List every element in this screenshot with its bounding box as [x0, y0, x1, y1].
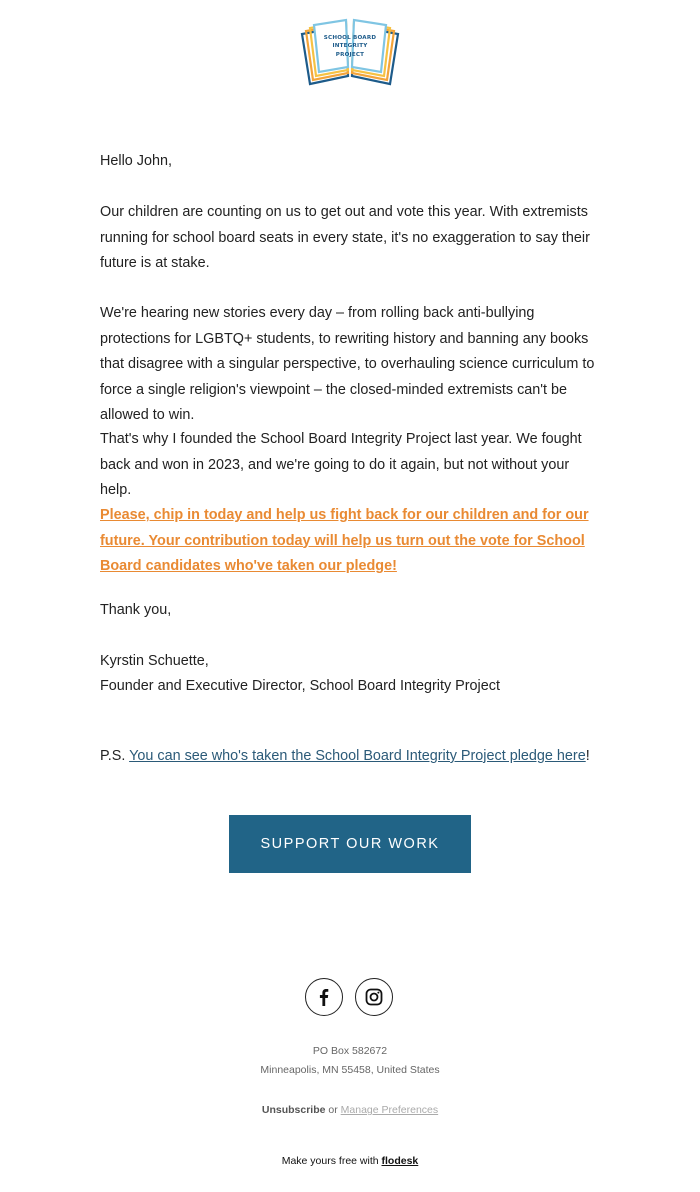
paragraph-2: We're hearing new stories every day – from rolling back anti-bullying protections for LGBTQ+ students, to rewriting history and banning any books that disagree with a singular perspective, to overhauling science curriculum to force a single religion's viewpoint – the closed-minded extremists can't be allowed to win. — [100, 305, 595, 423]
preferences-line — [0, 1104, 700, 1116]
logo-line-3: PROJECT — [335, 51, 365, 58]
cta-paragraph — [100, 503, 600, 580]
paragraph-1: Our children are counting on us to get out and vote this year. With extremists running for school board seats in every state, it's no exaggeration to say their future is at stake. — [100, 204, 590, 271]
signer-title: Founder and Executive Director, School Board Integrity Project — [100, 678, 500, 694]
greeting: Hello John, — [100, 153, 172, 169]
logo-line-2: INTEGRITY — [332, 43, 368, 50]
facebook-link[interactable] — [305, 978, 343, 1016]
address-line-1: PO Box 582672 — [312, 1045, 388, 1057]
or-text: or — [328, 1104, 338, 1116]
facebook-icon — [314, 987, 334, 1007]
flodesk-credit — [0, 1155, 700, 1167]
instagram-link[interactable] — [355, 978, 393, 1016]
donate-link[interactable]: Please, chip in today and help us fight back for our children and for our future. Your contribution today will help us turn out the vote for School Board candidates who've taken our pledge! — [100, 507, 589, 574]
ps-paragraph — [100, 744, 600, 770]
pledge-link[interactable]: You can see who's taken the School Board Integrity Project pledge here — [129, 748, 586, 764]
manage-preferences-link[interactable]: Manage Preferences — [340, 1104, 439, 1116]
address-line-2: Minneapolis, MN 55458, United States — [260, 1064, 440, 1076]
ps-prefix: P.S. — [100, 748, 126, 764]
signer-name: Kyrstin Schuette, — [100, 653, 209, 669]
logo-line-1: SCHOOL BOARD — [323, 35, 377, 41]
support-our-work-button[interactable]: SUPPORT OUR WORK — [229, 815, 471, 873]
logo-wordmark — [298, 34, 402, 59]
ps-suffix: ! — [585, 748, 590, 764]
unsubscribe-link[interactable]: Unsubscribe — [261, 1104, 326, 1116]
paragraph-3: That's why I founded the School Board Integrity Project last year. We fought back and won in 2023, and we're going to do it again, but not without your help. — [100, 431, 582, 498]
closing: Thank you, — [100, 602, 172, 618]
instagram-icon — [364, 987, 384, 1007]
flodesk-link[interactable]: flodesk — [381, 1155, 419, 1167]
made-with-text: Make yours free with — [281, 1155, 379, 1167]
school-board-integrity-logo — [298, 16, 402, 88]
